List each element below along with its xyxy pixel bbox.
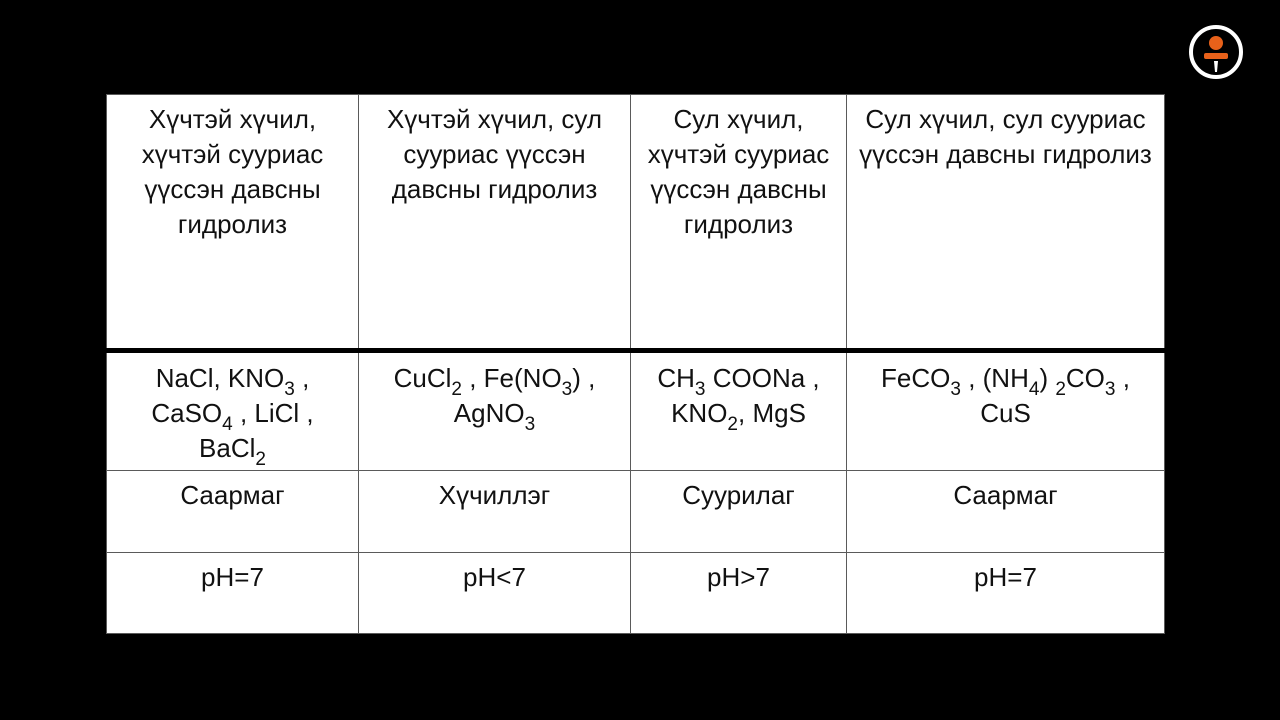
subscript: 2	[255, 449, 266, 470]
table-row-formulas	[107, 351, 1165, 471]
ph-cell: pH<7	[359, 553, 631, 634]
subscript: 4	[1028, 379, 1040, 400]
formula-line: FeCO$_3$ , $(NH_4)$ $_2CO_3$ ,	[881, 363, 1130, 400]
formula-line: AgNO$_3$	[453, 398, 536, 435]
subscript: 3	[950, 379, 961, 400]
medium-cell: Саармаг	[107, 471, 359, 553]
formula-cell	[631, 351, 847, 471]
formula-line: BaCl$_2$	[199, 433, 266, 470]
header-cell: Хүчтэй хүчил, сул сууриас үүссэн давсны гидролиз	[359, 95, 631, 351]
subscript: 2	[451, 379, 462, 400]
subscript: 4	[222, 414, 233, 435]
table-row-medium	[107, 471, 1165, 553]
medium-cell: Саармаг	[847, 471, 1165, 553]
medium-cell: Суурилаг	[631, 471, 847, 553]
subscript: 3	[561, 379, 573, 400]
header-cell: Хүчтэй хүчил, хүчтэй сууриас үүссэн давсны гидролиз	[107, 95, 359, 351]
subscript: 3	[694, 379, 706, 400]
subscript: 3	[284, 379, 295, 400]
ph-cell: pH>7	[631, 553, 847, 634]
formula-line: NaCl, $KNO_3$ ,	[155, 363, 310, 400]
formula-cell	[847, 351, 1165, 471]
subscript: 3	[524, 414, 536, 435]
subscript: 3	[1104, 379, 1116, 400]
header-cell: Сул хүчил, сул сууриас үүссэн давсны гидролиз	[847, 95, 1165, 351]
table-row-ph	[107, 553, 1165, 634]
formula-line: CuCl$_2$ , $Fe(NO_3)$ ,	[393, 363, 596, 400]
formula-cell	[359, 351, 631, 471]
formula-line: CuS	[980, 398, 1031, 428]
header-cell: Сул хүчил, хүчтэй сууриас үүссэн давсны гидролиз	[631, 95, 847, 351]
ph-cell: pH=7	[847, 553, 1165, 634]
medium-cell: Хүчиллэг	[359, 471, 631, 553]
ph-cell: pH=7	[107, 553, 359, 634]
subscript: 2	[727, 414, 738, 435]
orange-person-logo-icon	[1188, 24, 1244, 80]
formula-line: $CH_3$ COONa ,	[657, 363, 820, 400]
salt-hydrolysis-table	[106, 94, 1165, 634]
formula-cell	[107, 351, 359, 471]
formula-line: CaSO$_4$ , LiCl ,	[151, 398, 314, 435]
subscript: 2	[1055, 379, 1066, 400]
formula-line: $KNO_2$, MgS	[671, 398, 806, 435]
table-header-row	[107, 95, 1165, 351]
